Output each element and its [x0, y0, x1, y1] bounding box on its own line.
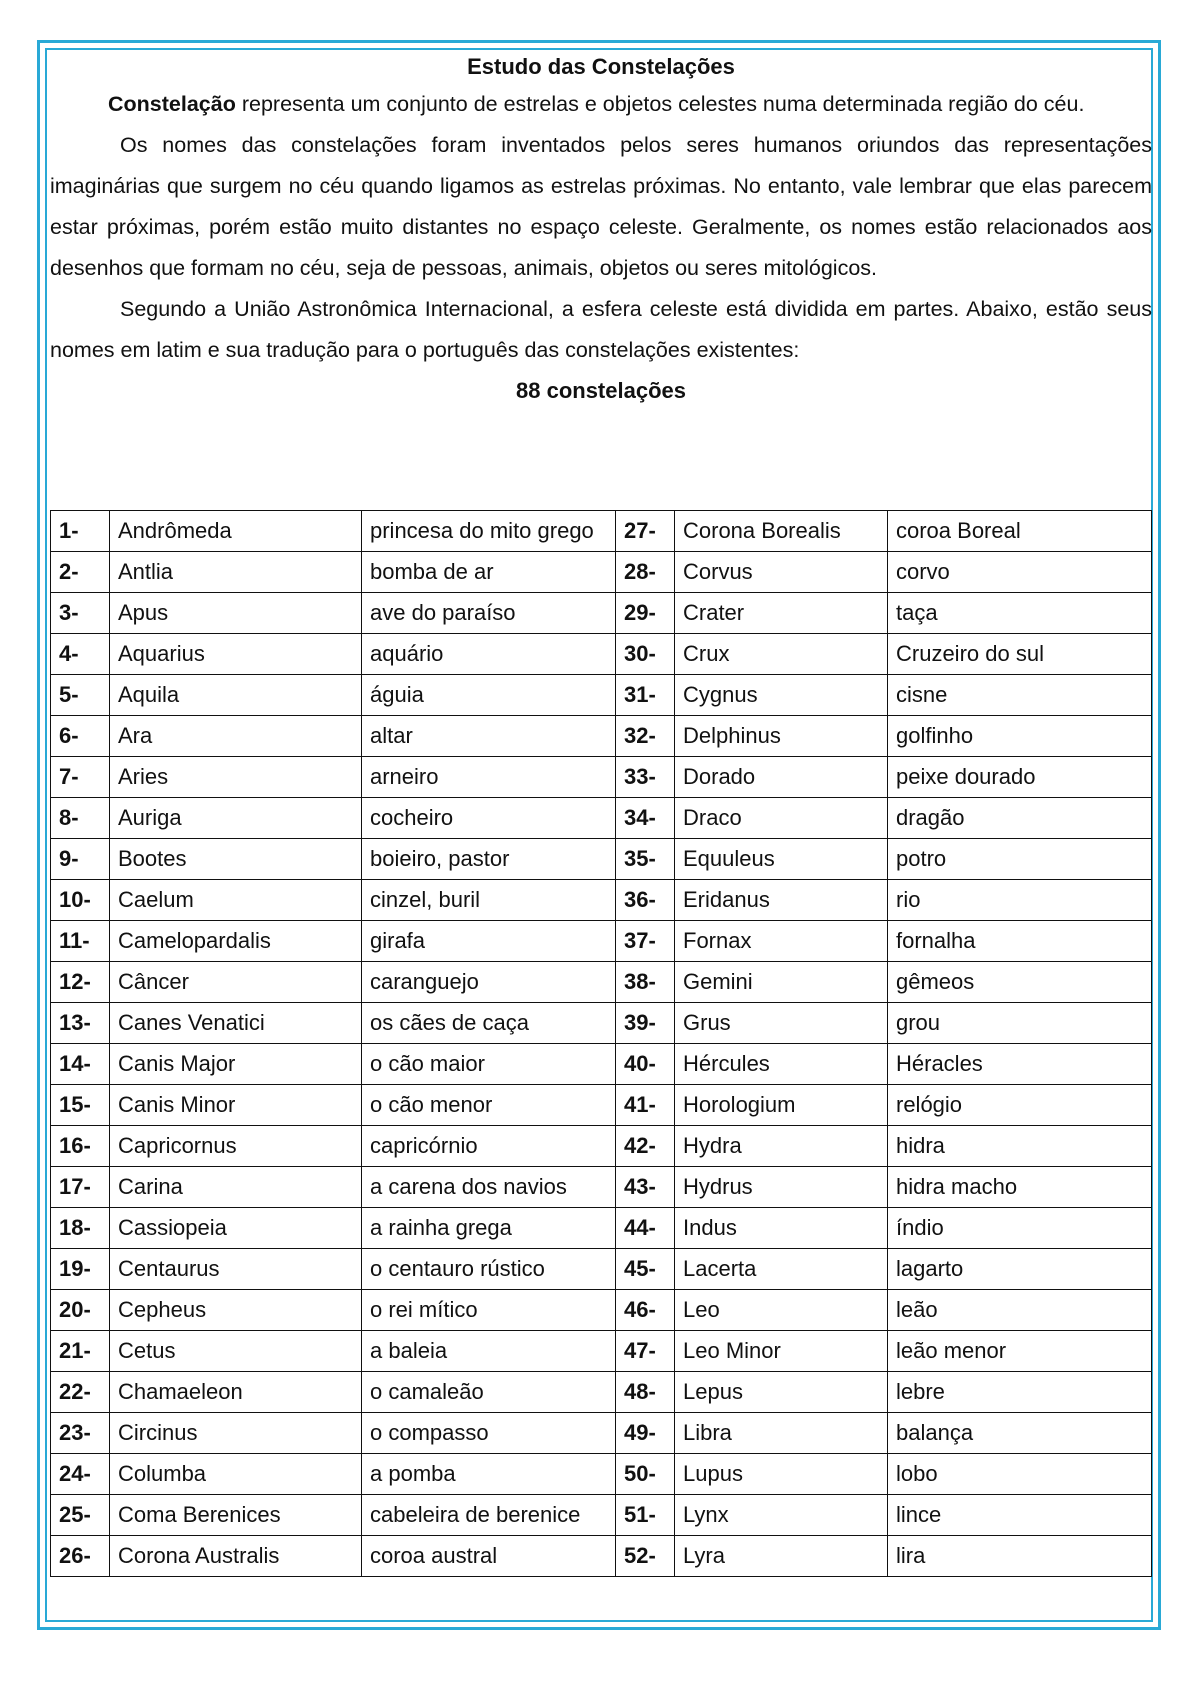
constellation-portuguese-name: boieiro, pastor — [362, 839, 616, 880]
constellation-latin-name: Centaurus — [110, 1249, 362, 1290]
constellation-number: 21- — [51, 1331, 110, 1372]
constellation-latin-name: Cepheus — [110, 1290, 362, 1331]
constellation-number: 18- — [51, 1208, 110, 1249]
table-row — [51, 1003, 1152, 1044]
constellation-number: 24- — [51, 1454, 110, 1495]
constellation-portuguese-name: Cruzeiro do sul — [888, 634, 1152, 675]
constellation-number: 35- — [616, 839, 675, 880]
constellation-portuguese-name: leão — [888, 1290, 1152, 1331]
constellation-portuguese-name: os cães de caça — [362, 1003, 616, 1044]
constellation-portuguese-name: a rainha grega — [362, 1208, 616, 1249]
constellation-portuguese-name: hidra macho — [888, 1167, 1152, 1208]
constellation-number: 52- — [616, 1536, 675, 1577]
intro-paragraph-2: Os nomes das constelações foram inventados pelos seres humanos oriundos das representações imaginárias que surgem no céu quando ligamos as estrelas próximas. No entanto, vale lembrar que elas parecem estar próximas, porém estão muito distantes no espaço celeste. Geralmente, os nomes estão relacionados aos desenhos que formam no céu, seja de pessoas, animais, objetos ou seres mitológicos. — [50, 133, 1152, 280]
constellation-portuguese-name: lobo — [888, 1454, 1152, 1495]
constellation-portuguese-name: lira — [888, 1536, 1152, 1577]
constellation-latin-name: Apus — [110, 593, 362, 634]
constellation-latin-name: Lepus — [675, 1372, 888, 1413]
constellation-portuguese-name: o rei mítico — [362, 1290, 616, 1331]
constellation-number: 38- — [616, 962, 675, 1003]
constellation-latin-name: Auriga — [110, 798, 362, 839]
constellation-latin-name: Andrômeda — [110, 511, 362, 552]
table-row — [51, 1208, 1152, 1249]
constellation-latin-name: Libra — [675, 1413, 888, 1454]
constellation-portuguese-name: coroa Boreal — [888, 511, 1152, 552]
constellation-latin-name: Canis Minor — [110, 1085, 362, 1126]
constellation-number: 22- — [51, 1372, 110, 1413]
constellation-latin-name: Columba — [110, 1454, 362, 1495]
constellation-number: 44- — [616, 1208, 675, 1249]
term-constelacao: Constelação — [108, 92, 236, 116]
table-row — [51, 593, 1152, 634]
constellation-latin-name: Canes Venatici — [110, 1003, 362, 1044]
constellation-latin-name: Lacerta — [675, 1249, 888, 1290]
constellation-latin-name: Chamaeleon — [110, 1372, 362, 1413]
table-row — [51, 880, 1152, 921]
constellation-latin-name: Lyra — [675, 1536, 888, 1577]
table-row — [51, 1290, 1152, 1331]
constellation-portuguese-name: golfinho — [888, 716, 1152, 757]
constellation-latin-name: Delphinus — [675, 716, 888, 757]
constellation-latin-name: Horologium — [675, 1085, 888, 1126]
constellation-number: 2- — [51, 552, 110, 593]
constellation-latin-name: Corvus — [675, 552, 888, 593]
constellation-portuguese-name: ave do paraíso — [362, 593, 616, 634]
constellation-number: 33- — [616, 757, 675, 798]
constellation-latin-name: Antlia — [110, 552, 362, 593]
constellation-portuguese-name: o cão maior — [362, 1044, 616, 1085]
constellation-latin-name: Hydrus — [675, 1167, 888, 1208]
table-row — [51, 1413, 1152, 1454]
constellation-latin-name: Bootes — [110, 839, 362, 880]
constellation-number: 40- — [616, 1044, 675, 1085]
table-row — [51, 1249, 1152, 1290]
table-row — [51, 1331, 1152, 1372]
constellation-number: 17- — [51, 1167, 110, 1208]
constellation-number: 34- — [616, 798, 675, 839]
constellation-portuguese-name: águia — [362, 675, 616, 716]
constellation-number: 20- — [51, 1290, 110, 1331]
constellation-latin-name: Capricornus — [110, 1126, 362, 1167]
constellation-portuguese-name: capricórnio — [362, 1126, 616, 1167]
constellation-number: 10- — [51, 880, 110, 921]
constellation-latin-name: Cetus — [110, 1331, 362, 1372]
table-row — [51, 798, 1152, 839]
constellation-portuguese-name: peixe dourado — [888, 757, 1152, 798]
constellation-portuguese-name: cocheiro — [362, 798, 616, 839]
table-row — [51, 1454, 1152, 1495]
constellation-number: 45- — [616, 1249, 675, 1290]
constellation-latin-name: Equuleus — [675, 839, 888, 880]
constellation-portuguese-name: relógio — [888, 1085, 1152, 1126]
constellation-latin-name: Dorado — [675, 757, 888, 798]
constellation-portuguese-name: lebre — [888, 1372, 1152, 1413]
table-row — [51, 1536, 1152, 1577]
constellation-portuguese-name: cabeleira de berenice — [362, 1495, 616, 1536]
constellation-number: 12- — [51, 962, 110, 1003]
constellation-latin-name: Draco — [675, 798, 888, 839]
constellation-latin-name: Aries — [110, 757, 362, 798]
constellations-table — [50, 510, 1152, 1577]
table-row — [51, 1044, 1152, 1085]
table-row — [51, 757, 1152, 798]
constellation-number: 16- — [51, 1126, 110, 1167]
constellation-latin-name: Crater — [675, 593, 888, 634]
constellation-latin-name: Hydra — [675, 1126, 888, 1167]
constellation-portuguese-name: a baleia — [362, 1331, 616, 1372]
constellation-latin-name: Câncer — [110, 962, 362, 1003]
constellation-number: 13- — [51, 1003, 110, 1044]
constellation-number: 48- — [616, 1372, 675, 1413]
table-row — [51, 675, 1152, 716]
constellation-portuguese-name: coroa austral — [362, 1536, 616, 1577]
constellation-portuguese-name: índio — [888, 1208, 1152, 1249]
constellation-portuguese-name: balança — [888, 1413, 1152, 1454]
constellation-portuguese-name: cinzel, buril — [362, 880, 616, 921]
constellation-portuguese-name: caranguejo — [362, 962, 616, 1003]
table-row — [51, 839, 1152, 880]
constellation-portuguese-name: lagarto — [888, 1249, 1152, 1290]
constellation-number: 26- — [51, 1536, 110, 1577]
constellation-number: 29- — [616, 593, 675, 634]
intro-paragraph-1 — [50, 84, 1152, 125]
constellation-number: 32- — [616, 716, 675, 757]
constellation-latin-name: Circinus — [110, 1413, 362, 1454]
constellation-number: 5- — [51, 675, 110, 716]
constellation-number: 15- — [51, 1085, 110, 1126]
constellation-number: 4- — [51, 634, 110, 675]
constellation-portuguese-name: Héracles — [888, 1044, 1152, 1085]
constellation-number: 42- — [616, 1126, 675, 1167]
constellation-portuguese-name: fornalha — [888, 921, 1152, 962]
constellation-latin-name: Corona Borealis — [675, 511, 888, 552]
constellation-latin-name: Hércules — [675, 1044, 888, 1085]
table-row — [51, 511, 1152, 552]
constellation-latin-name: Indus — [675, 1208, 888, 1249]
constellation-portuguese-name: gêmeos — [888, 962, 1152, 1003]
constellation-latin-name: Camelopardalis — [110, 921, 362, 962]
page-title: Estudo das Constelações — [467, 54, 735, 79]
constellation-portuguese-name: leão menor — [888, 1331, 1152, 1372]
constellation-portuguese-name: grou — [888, 1003, 1152, 1044]
constellation-latin-name: Coma Berenices — [110, 1495, 362, 1536]
constellation-latin-name: Lupus — [675, 1454, 888, 1495]
constellation-latin-name: Carina — [110, 1167, 362, 1208]
constellation-latin-name: Eridanus — [675, 880, 888, 921]
intro-paragraph-1-text: representa um conjunto de estrelas e objetos celestes numa determinada região do céu. — [235, 92, 1085, 116]
table-row — [51, 962, 1152, 1003]
constellation-portuguese-name: hidra — [888, 1126, 1152, 1167]
constellation-portuguese-name: o compasso — [362, 1413, 616, 1454]
constellation-number: 43- — [616, 1167, 675, 1208]
constellation-number: 37- — [616, 921, 675, 962]
constellation-latin-name: Crux — [675, 634, 888, 675]
constellation-number: 47- — [616, 1331, 675, 1372]
constellation-number: 11- — [51, 921, 110, 962]
constellation-number: 14- — [51, 1044, 110, 1085]
constellation-portuguese-name: a pomba — [362, 1454, 616, 1495]
table-row — [51, 1167, 1152, 1208]
constellation-portuguese-name: o centauro rústico — [362, 1249, 616, 1290]
constellation-latin-name: Aquila — [110, 675, 362, 716]
constellation-portuguese-name: o camaleão — [362, 1372, 616, 1413]
constellation-portuguese-name: taça — [888, 593, 1152, 634]
intro-paragraph-3: Segundo a União Astronômica Internacional, a esfera celeste está dividida em partes. Abaixo, estão seus nomes em latim e sua tradução para o português das constelações existentes: — [50, 297, 1152, 362]
constellation-number: 1- — [51, 511, 110, 552]
constellation-latin-name: Caelum — [110, 880, 362, 921]
constellation-number: 23- — [51, 1413, 110, 1454]
constellation-portuguese-name: arneiro — [362, 757, 616, 798]
constellation-latin-name: Corona Australis — [110, 1536, 362, 1577]
constellation-number: 50- — [616, 1454, 675, 1495]
constellation-portuguese-name: princesa do mito grego — [362, 511, 616, 552]
constellation-number: 9- — [51, 839, 110, 880]
table-row — [51, 921, 1152, 962]
constellation-number: 31- — [616, 675, 675, 716]
constellation-latin-name: Ara — [110, 716, 362, 757]
table-row — [51, 634, 1152, 675]
constellation-portuguese-name: corvo — [888, 552, 1152, 593]
table-heading: 88 constelações — [516, 378, 686, 403]
constellation-latin-name: Cygnus — [675, 675, 888, 716]
constellation-portuguese-name: rio — [888, 880, 1152, 921]
constellation-portuguese-name: o cão menor — [362, 1085, 616, 1126]
constellation-number: 6- — [51, 716, 110, 757]
table-row — [51, 1495, 1152, 1536]
constellation-number: 30- — [616, 634, 675, 675]
constellation-number: 27- — [616, 511, 675, 552]
constellation-number: 51- — [616, 1495, 675, 1536]
constellation-latin-name: Gemini — [675, 962, 888, 1003]
constellation-number: 28- — [616, 552, 675, 593]
constellation-latin-name: Grus — [675, 1003, 888, 1044]
constellation-portuguese-name: lince — [888, 1495, 1152, 1536]
constellation-portuguese-name: girafa — [362, 921, 616, 962]
constellation-latin-name: Cassiopeia — [110, 1208, 362, 1249]
constellation-number: 8- — [51, 798, 110, 839]
constellation-latin-name: Leo — [675, 1290, 888, 1331]
constellation-portuguese-name: altar — [362, 716, 616, 757]
table-row — [51, 716, 1152, 757]
constellation-portuguese-name: dragão — [888, 798, 1152, 839]
constellation-number: 7- — [51, 757, 110, 798]
constellation-latin-name: Lynx — [675, 1495, 888, 1536]
constellation-number: 19- — [51, 1249, 110, 1290]
constellation-latin-name: Aquarius — [110, 634, 362, 675]
constellation-latin-name: Canis Major — [110, 1044, 362, 1085]
constellation-number: 36- — [616, 880, 675, 921]
constellation-number: 3- — [51, 593, 110, 634]
constellation-number: 46- — [616, 1290, 675, 1331]
constellation-latin-name: Leo Minor — [675, 1331, 888, 1372]
constellation-number: 49- — [616, 1413, 675, 1454]
table-row — [51, 1085, 1152, 1126]
constellation-portuguese-name: a carena dos navios — [362, 1167, 616, 1208]
document-body — [50, 50, 1152, 411]
constellation-portuguese-name: bomba de ar — [362, 552, 616, 593]
constellation-portuguese-name: potro — [888, 839, 1152, 880]
table-row — [51, 1126, 1152, 1167]
table-row — [51, 552, 1152, 593]
table-row — [51, 1372, 1152, 1413]
constellation-latin-name: Fornax — [675, 921, 888, 962]
constellation-number: 41- — [616, 1085, 675, 1126]
constellation-number: 39- — [616, 1003, 675, 1044]
constellation-portuguese-name: aquário — [362, 634, 616, 675]
constellation-portuguese-name: cisne — [888, 675, 1152, 716]
constellation-number: 25- — [51, 1495, 110, 1536]
